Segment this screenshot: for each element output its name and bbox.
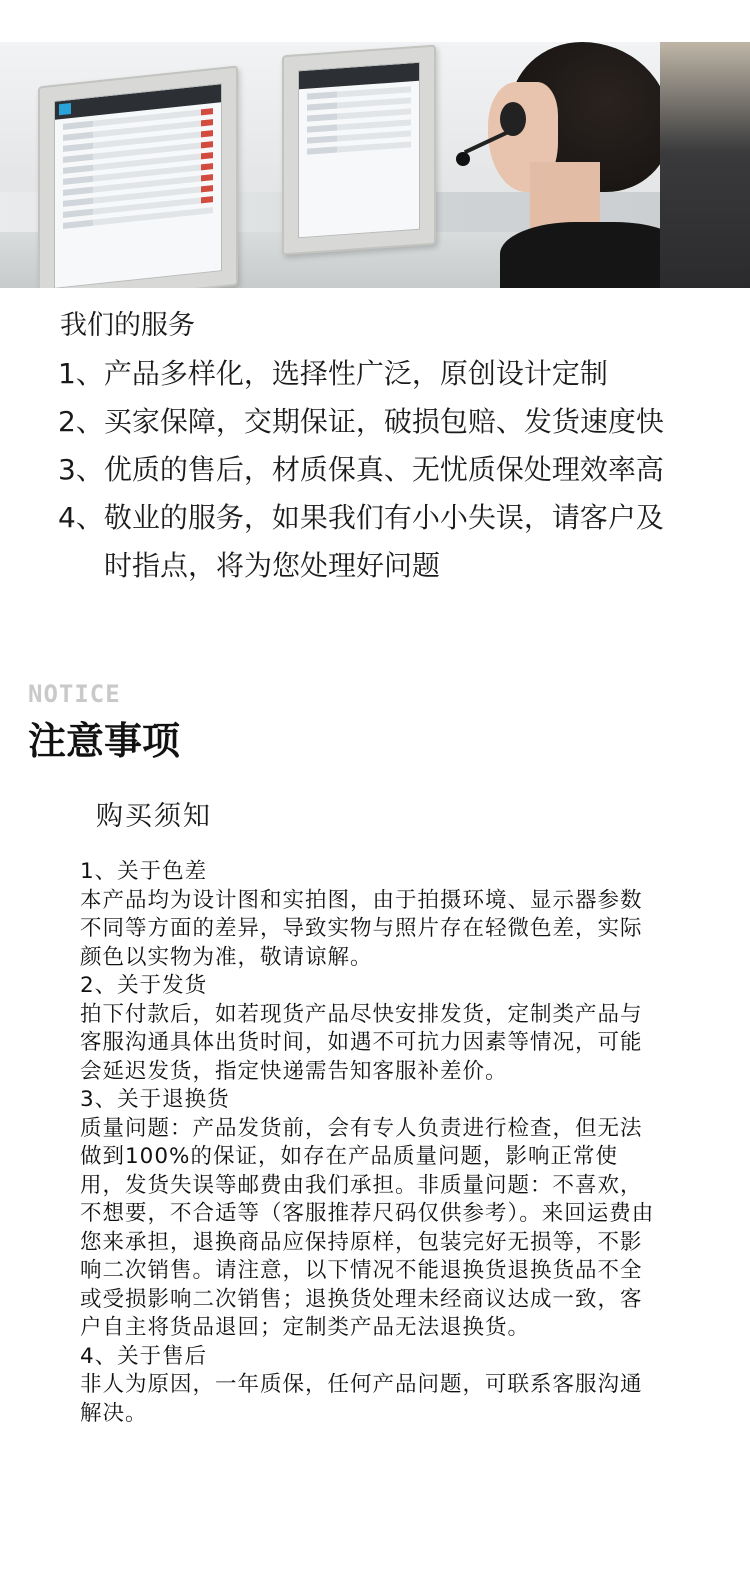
service-item: 1、产品多样化，选择性广泛，原创设计定制	[58, 357, 608, 390]
term-heading-shipping: 2、关于发货	[80, 973, 208, 998]
term-body-color: 本产品均为设计图和实拍图，由于拍摄环境、显示器参数不同等方面的差异，导致实物与照片存在轻微色差，实际颜色以实物为准，敬请谅解。	[80, 887, 643, 970]
purchase-title: 购买须知	[96, 801, 212, 832]
term-body-returns: 质量问题：产品发货前，会有专人负责进行检查，但无法做到100%的保证，如存在产品质量问题，影响正常使用，发货失误等邮费由我们承担。非质量问题：不喜欢，不想要，不合适等（客服推荐尺码仅供参考）。来回运费由您来承担，退换商品应保持原样，包装完好无损等，不影响二次销售。请注意，以下情况不能退换货退换货品不全或受损影响二次销售；退换货处理未经商议达成一致，客户自主将货品退回；定制类产品无法退换货。	[80, 1115, 655, 1340]
service-item-continuation: 时指点，将为您处理好问题	[104, 549, 441, 582]
service-item: 3、优质的售后，材质保真、无忧质保处理效率高	[58, 453, 664, 486]
term-heading-aftersales: 4、关于售后	[80, 1343, 208, 1369]
term-heading-color: 1、关于色差	[80, 859, 208, 884]
service-item: 4、敬业的服务，如果我们有小小失误，请客户及	[58, 501, 664, 534]
service-item: 2、买家保障，交期保证，破损包赔、发货速度快	[58, 405, 664, 438]
notice-heading: 注意事项	[28, 719, 181, 763]
front-monitor	[38, 65, 238, 288]
back-monitor	[282, 45, 436, 256]
services-title: 我们的服务	[60, 310, 195, 341]
monitor-screen	[54, 83, 222, 288]
term-heading-returns: 3、关于退换货	[80, 1087, 230, 1112]
monitor-screen	[298, 62, 420, 239]
term-body-aftersales: 非人为原因，一年质保，任何产品问题，可联系客服沟通解决。	[80, 1372, 643, 1426]
term-body-shipping: 拍下付款后，如若现货产品尽快安排发货，定制类产品与客服沟通具体出货时间，如遇不可抗力因素等情况，可能会延迟发货，指定快递需告知客服补差价。	[80, 1001, 643, 1084]
purchase-terms	[80, 858, 660, 1428]
hero-photo	[0, 42, 750, 288]
customer-service-agent	[470, 42, 690, 288]
coworker	[660, 42, 750, 288]
notice-label-en: NOTICE	[28, 680, 121, 708]
